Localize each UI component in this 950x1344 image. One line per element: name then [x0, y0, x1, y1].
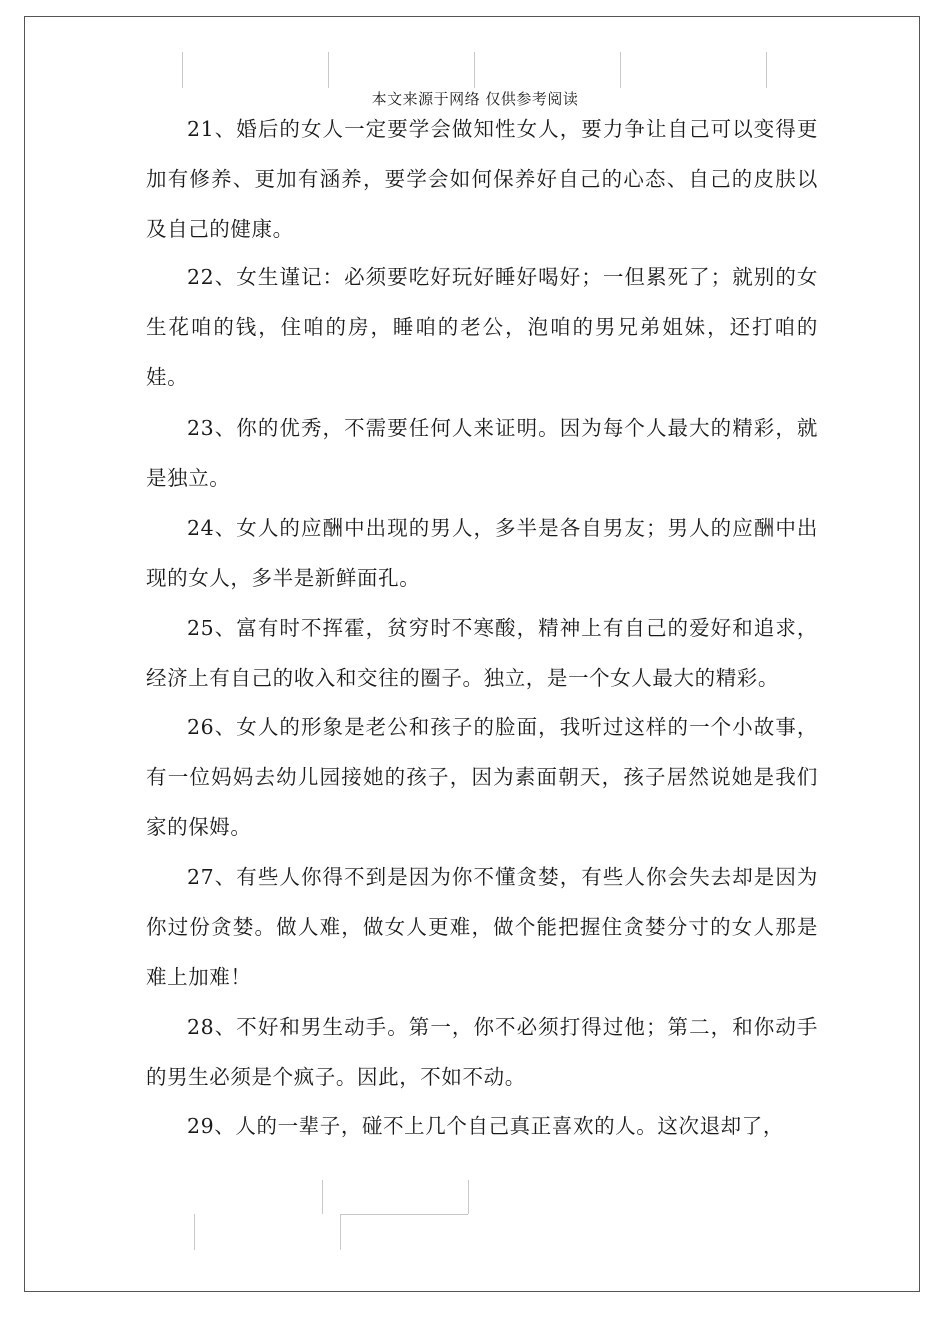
paragraph-26: 26、女人的形象是老公和孩子的脸面，我听过这样的一个小故事，有一位妈妈去幼儿园接她的孩子，因为素面朝天，孩子居然说她是我们家的保姆。 [146, 715, 818, 839]
paragraph-23: 23、你的优秀，不需要任何人来证明。因为每个人最大的精彩，就是独立。 [146, 416, 818, 490]
bottom-mark-1 [322, 1180, 323, 1214]
bottom-mark-3 [194, 1214, 195, 1250]
bottom-mark-h [340, 1214, 468, 1215]
paragraph-29: 29、人的一辈子，碰不上几个自己真正喜欢的人。这次退却了， [187, 1114, 784, 1138]
paragraph-22: 22、女生谨记：必须要吃好玩好睡好喝好；一但累死了；就别的女生花咱的钱，住咱的房，睡咱的老公，泡咱的男兄弟姐妹，还打咱的娃。 [146, 265, 818, 389]
bottom-mark-4 [340, 1214, 341, 1250]
top-mark-1 [182, 52, 183, 88]
paragraph-25: 25、富有时不挥霍，贫穷时不寒酸，精神上有自己的爱好和追求，经济上有自己的收入和交往的圈子。独立，是一个女人最大的精彩。 [146, 616, 818, 690]
bottom-mark-2 [468, 1180, 469, 1214]
source-note: 本文来源于网络 仅供参考阅读 [371, 90, 579, 108]
top-mark-4 [620, 52, 621, 88]
top-mark-2 [328, 52, 329, 88]
paragraph-28: 28、不好和男生动手。第一，你不必须打得过他；第二，和你动手的男生必须是个疯子。因此，不如不动。 [146, 1015, 818, 1089]
top-mark-5 [766, 52, 767, 88]
top-mark-3 [474, 52, 475, 88]
paragraph-21: 21、婚后的女人一定要学会做知性女人，要力争让自己可以变得更加有修养、更加有涵养，要学会如何保养好自己的心态、自己的皮肤以及自己的健康。 [146, 117, 818, 241]
paragraph-27: 27、有些人你得不到是因为你不懂贪婪，有些人你会失去却是因为你过份贪婪。做人难，做女人更难，做个能把握住贪婪分寸的女人那是难上加难！ [146, 865, 818, 989]
paragraph-24: 24、女人的应酬中出现的男人，多半是各自男友；男人的应酬中出现的女人，多半是新鲜面孔。 [146, 516, 818, 590]
